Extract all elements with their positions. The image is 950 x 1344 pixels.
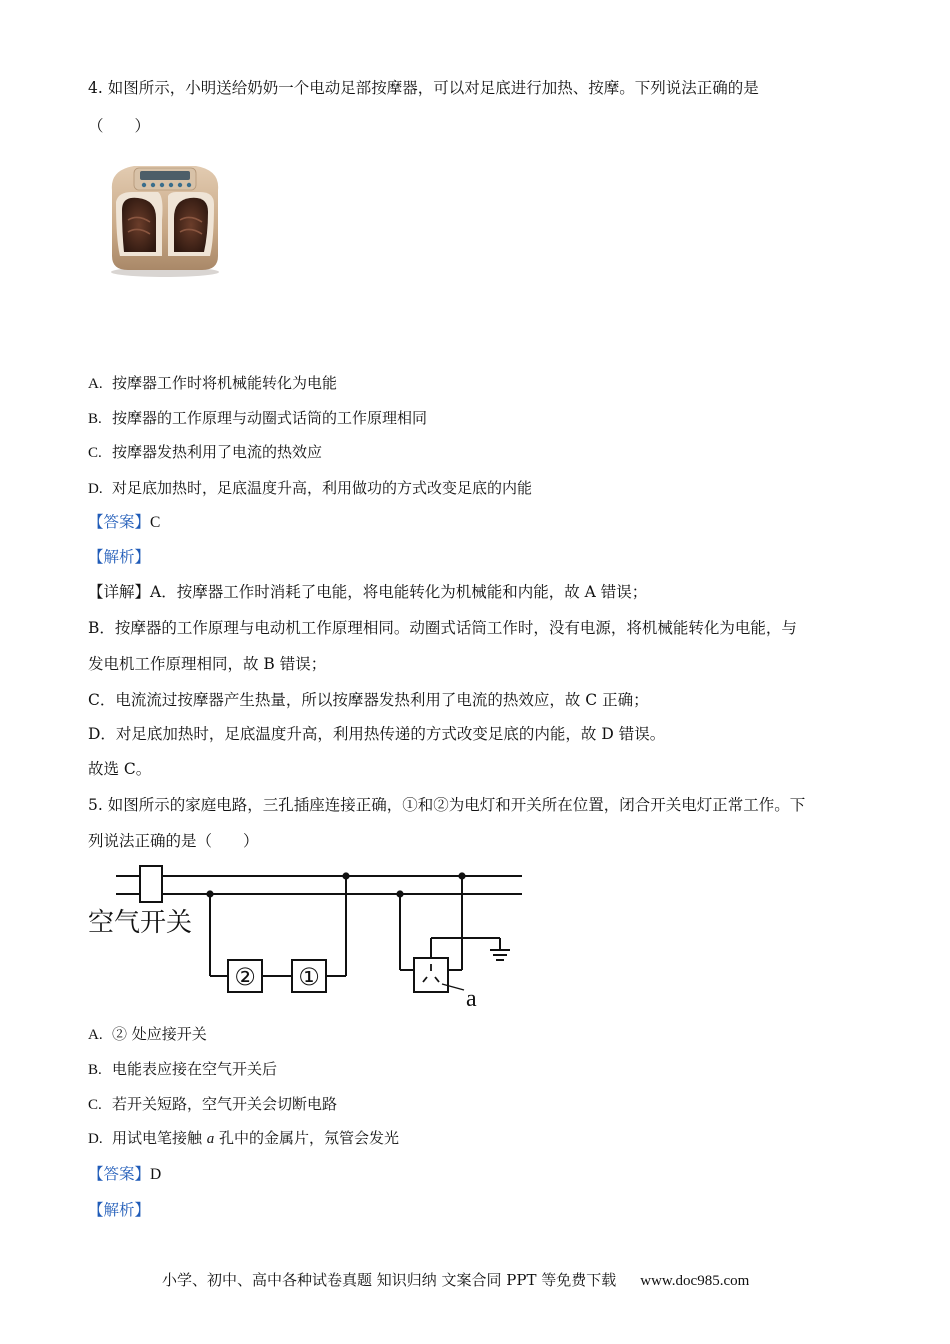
- q5-option-d-italic-a: a: [206, 1131, 215, 1147]
- q4-option-a: [88, 372, 337, 393]
- hole-a-label: a: [466, 986, 477, 1012]
- q4-option-a-text: 按摩器工作时将机械能转化为电能: [112, 374, 338, 392]
- q5-option-a-label: A.: [88, 1027, 103, 1043]
- q4-paren: （ ）: [88, 117, 151, 135]
- detail-tag: 【详解】: [88, 583, 151, 601]
- q5-option-b-label: B.: [88, 1062, 102, 1078]
- q4-detail-line: D．对足底加热时，足底温度升高，利用热传递的方式改变足底的内能，故 D 错误。: [88, 725, 666, 743]
- household-circuit-diagram: [86, 858, 536, 1016]
- q4-detail-line: 发电机工作原理相同，故 B 错误；: [88, 655, 327, 673]
- q4-option-a-label: A.: [88, 376, 103, 392]
- q4-option-b: [88, 407, 427, 428]
- q4-option-b-label: B.: [88, 411, 102, 427]
- q5-option-a: [88, 1023, 207, 1044]
- answer-value: D: [150, 1166, 162, 1183]
- detail-text: A．按摩器工作时消耗了电能，将电能转化为机械能和内能，故 A 错误；: [150, 583, 648, 601]
- q5-answer: [88, 1162, 161, 1184]
- junction-dot: [206, 890, 213, 897]
- q5-option-d-text-after: 孔中的金属片，氖管会发光: [214, 1129, 400, 1147]
- answer-value: C: [150, 514, 161, 531]
- q4-option-c-label: C.: [88, 445, 102, 461]
- position-2-label: ②: [234, 963, 256, 991]
- foot-massager-image: [104, 160, 226, 278]
- air-switch-box: [140, 866, 162, 902]
- footer-site-link[interactable]: www.doc985.com: [640, 1273, 750, 1289]
- junction-dot: [396, 890, 403, 897]
- q4-option-d: [88, 477, 532, 498]
- q4-stem: 4. 如图所示，小明送给奶奶一个电动足部按摩器，可以对足底进行加热、按摩。下列说法正确的是: [88, 79, 759, 97]
- junction-dot: [458, 872, 465, 879]
- air-switch-label: 空气开关: [88, 907, 193, 937]
- junction-dot: [342, 872, 349, 879]
- footer-text: 小学、初中、高中各种试卷真题 知识归纳 文案合同 PPT 等免费下载: [162, 1271, 617, 1289]
- q4-conclusion: 故选 C。: [88, 760, 152, 778]
- q5-option-d-text-before: 用试电笔接触: [112, 1129, 207, 1147]
- q4-detail-line: C．电流流过按摩器产生热量，所以按摩器发热利用了电流的热效应，故 C 正确；: [88, 691, 649, 709]
- q5-option-b: [88, 1058, 277, 1079]
- q5-option-c-text: 若开关短路，空气开关会切断电路: [112, 1095, 338, 1113]
- q4-detail-line: [88, 580, 647, 602]
- position-1-label: ①: [298, 963, 320, 991]
- q5-stem-line2: 列说法正确的是（ ）: [88, 832, 259, 850]
- three-hole-socket: [414, 958, 448, 992]
- answer-tag: 【答案】: [88, 1165, 151, 1183]
- q4-answer: [88, 510, 160, 532]
- q4-option-b-text: 按摩器的工作原理与动圈式话筒的工作原理相同: [112, 409, 428, 427]
- q5-option-b-text: 电能表应接在空气开关后: [112, 1060, 278, 1078]
- q4-analysis-tag: 【解析】: [88, 548, 151, 566]
- q4-option-c: [88, 441, 322, 462]
- q5-option-d-label: D.: [88, 1131, 103, 1147]
- q5-stem-line1: 5. 如图所示的家庭电路，三孔插座连接正确，①和②为电灯和开关所在位置，闭合开关电灯正常工作。下: [88, 796, 806, 814]
- q4-option-d-text: 对足底加热时，足底温度升高，利用做功的方式改变足底的内能: [112, 479, 533, 497]
- q5-analysis-tag: 【解析】: [88, 1201, 151, 1219]
- answer-tag: 【答案】: [88, 513, 151, 531]
- q4-detail-line: B．按摩器的工作原理与电动机工作原理相同。动圈式话筒工作时，没有电源，将机械能转化为电能，与: [88, 619, 797, 637]
- page-footer: [162, 1269, 749, 1290]
- q5-option-d: [88, 1127, 399, 1148]
- q5-option-c-label: C.: [88, 1097, 102, 1113]
- q4-option-d-label: D.: [88, 481, 103, 497]
- q5-option-c: [88, 1093, 337, 1114]
- q4-option-c-text: 按摩器发热利用了电流的热效应: [112, 443, 323, 461]
- q5-option-a-text: ② 处应接开关: [112, 1025, 207, 1043]
